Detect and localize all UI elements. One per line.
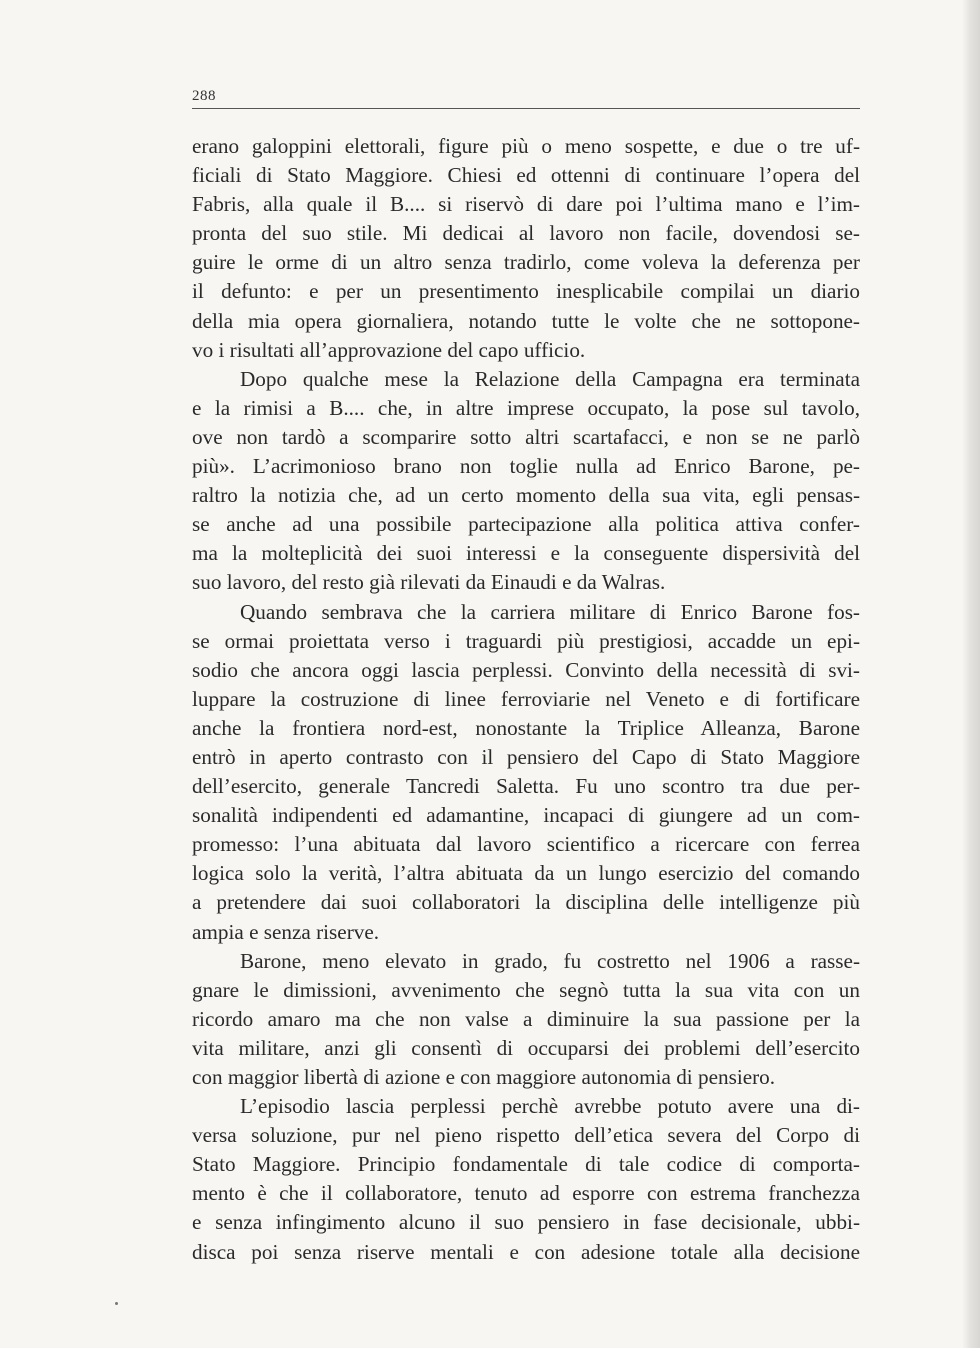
text-line: logica solo la verità, l’altra abituata da un lungo esercizio del comando [192, 861, 860, 886]
text-line: a pretendere dai suoi collaboratori la disciplina delle intelligenze più [192, 890, 860, 915]
text-line: promesso: l’una abituata dal lavoro scientifico a ricercare con ferrea [192, 832, 860, 857]
text-line: ricordo amaro ma che non valse a diminuire la sua passione per la [192, 1006, 860, 1031]
scan-speck [115, 1302, 118, 1305]
text-line: della mia opera giornaliera, notando tutte le volte che ne sottopone- [192, 308, 860, 333]
text-line: vita militare, anzi gli consentì di occuparsi dei problemi dell’esercito [192, 1035, 860, 1060]
text-line: il defunto: e per un presentimento inesplicabile compilai un diario [192, 279, 860, 304]
text-line: se ormai proiettata verso i traguardi più prestigiosi, accadde un epi- [192, 628, 860, 653]
text-line: con maggior libertà di azione e con maggiore autonomia di pensiero. [192, 1065, 776, 1089]
text-line: e senza infingimento alcuno il suo pensiero in fase decisionale, ubbi- [192, 1210, 860, 1235]
text-line: gnare le dimissioni, avvenimento che segnò tutta la sua vita con un [192, 977, 860, 1002]
text-line: raltro la notizia che, ad un certo momento della sua vita, egli pensas- [192, 483, 860, 508]
text-line: se anche ad una possibile partecipazione alla politica attiva confer- [192, 512, 860, 537]
text-line: sonalità indipendenti ed adamantine, incapaci di giungere ad un com- [192, 803, 860, 828]
text-line: guire le orme di un altro senza tradirlo, come voleva la deferenza per [192, 250, 860, 275]
paragraph-5 [192, 1092, 860, 1267]
body-text [192, 132, 860, 1267]
text-line: Barone, meno elevato in grado, fu costretto nel 1906 a rasse- [240, 948, 860, 973]
text-line: pronta del suo stile. Mi dedicai al lavoro non facile, dovendosi se- [192, 221, 860, 246]
text-line: entrò in aperto contrasto con il pensiero del Capo di Stato Maggiore [192, 744, 860, 769]
text-line: Fabris, alla quale il B.... si riservò di dare poi l’ultima mano e l’im- [192, 192, 860, 217]
text-line: ficiali di Stato Maggiore. Chiesi ed ottenni di continuare l’opera del [192, 163, 860, 188]
text-line: vo i risultati all’approvazione del capo ufficio. [192, 337, 586, 362]
text-line: disca poi senza riserve mentali e con adesione totale alla decisione [192, 1239, 860, 1264]
paragraph-1 [192, 132, 860, 365]
page-number: 288 [192, 88, 216, 104]
page-edge-shadow [962, 0, 980, 1348]
text-line: sodio che ancora oggi lascia perplessi. Convinto della necessità di svi- [192, 657, 860, 682]
text-line: ma la molteplicità dei suoi interessi e la conseguente dispersività del [192, 541, 860, 566]
text-line: più». L’acrimonioso brano non toglie nulla ad Enrico Barone, pe- [192, 454, 860, 479]
text-line: Dopo qualche mese la Relazione della Campagna era terminata [240, 366, 860, 391]
text-line: e la rimisi a B.... che, in altre imprese occupato, la pose sul tavolo, [192, 395, 860, 420]
paragraph-4 [192, 947, 860, 1092]
text-line: versa soluzione, pur nel pieno rispetto dell’etica severa del Corpo di [192, 1123, 860, 1148]
text-line: anche la frontiera nord-est, nonostante la Triplice Alleanza, Barone [192, 715, 860, 740]
text-line: Stato Maggiore. Principio fondamentale di tale codice di comporta- [192, 1152, 860, 1177]
text-line: suo lavoro, del resto già rilevati da Einaudi e da Walras. [192, 570, 666, 595]
text-line: ampia e senza riserve. [192, 919, 380, 944]
text-line: erano galoppini elettorali, figure più o meno sospette, e due o tre uf- [192, 134, 860, 158]
text-line: Quando sembrava che la carriera militare di Enrico Barone fos- [240, 599, 860, 624]
text-line: L’episodio lascia perplessi perchè avrebbe potuto avere una di- [240, 1094, 860, 1119]
text-line: mento è che il collaboratore, tenuto ad esporre con estrema franchezza [192, 1181, 860, 1206]
header-rule [192, 108, 860, 109]
paragraph-3 [192, 598, 860, 947]
paragraph-2 [192, 365, 860, 598]
text-line: luppare la costruzione di linee ferroviarie nel Veneto e di fortificare [192, 686, 860, 711]
text-line: dell’esercito, generale Tancredi Saletta. Fu uno scontro tra due per- [192, 774, 860, 799]
text-line: ove non tardò a scomparire sotto altri scartafacci, e non se ne parlò [192, 424, 860, 449]
